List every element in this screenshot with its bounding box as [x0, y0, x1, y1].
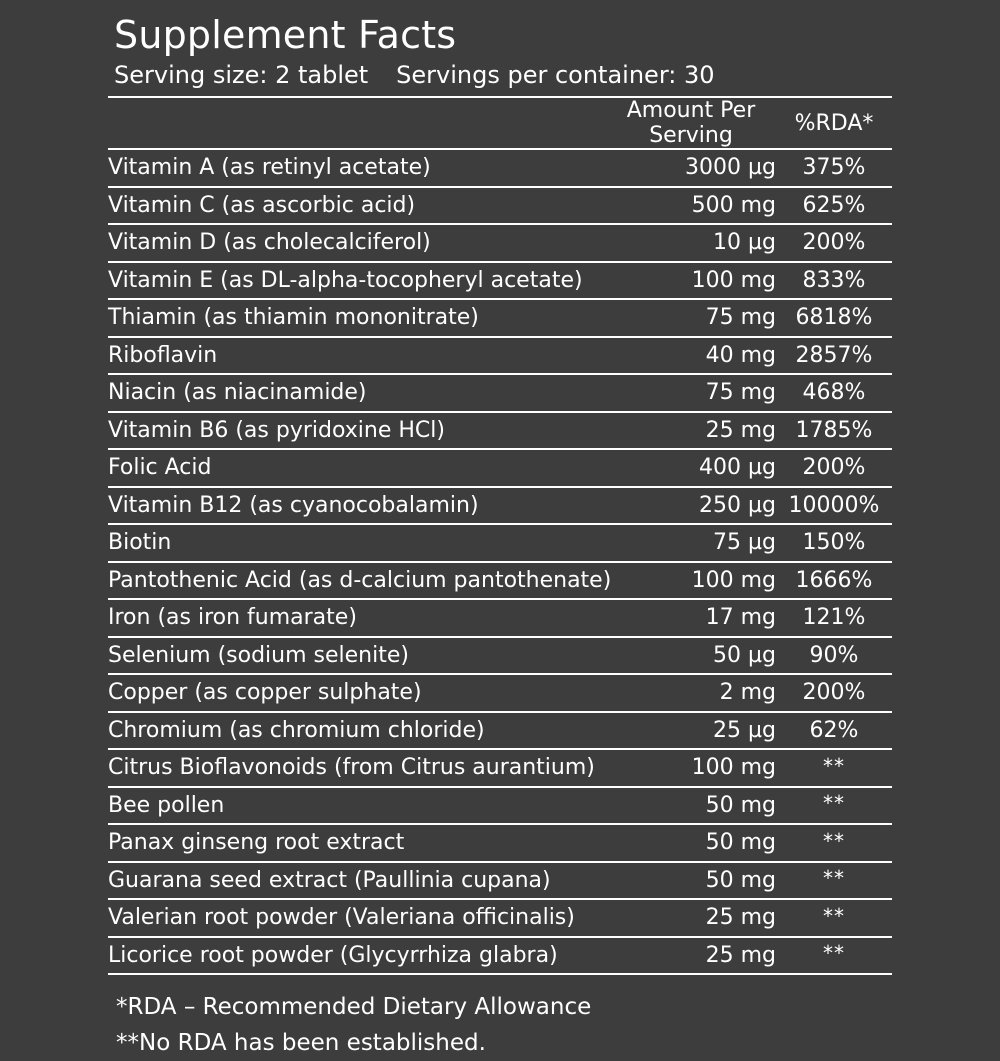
- table-row: [108, 299, 892, 337]
- table-row: [108, 712, 892, 750]
- nutrient-amount: 25 mg: [606, 937, 776, 975]
- nutrient-name: Vitamin B12 (as cyanocobalamin): [108, 487, 606, 525]
- table-row: [108, 449, 892, 487]
- footnote-rda: *RDA – Recommended Dietary Allowance: [116, 994, 592, 1020]
- table-row: [108, 524, 892, 562]
- nutrient-rda: 200%: [776, 674, 892, 712]
- nutrient-rda: 121%: [776, 599, 892, 637]
- nutrient-rda: 833%: [776, 262, 892, 300]
- nutrient-rda: **: [776, 860, 892, 898]
- footnote-no-rda: **No RDA has been established.: [116, 1030, 486, 1056]
- nutrient-amount: 75 mg: [606, 374, 776, 412]
- nutrient-rda: 625%: [776, 187, 892, 225]
- table-row: [108, 674, 892, 712]
- nutrient-rda: 90%: [776, 637, 892, 675]
- nutrient-name: Citrus Bioflavonoids (from Citrus aurantium): [108, 749, 606, 787]
- nutrient-name: Vitamin D (as cholecalciferol): [108, 224, 606, 262]
- nutrient-name: Guarana seed extract (Paullinia cupana): [108, 862, 606, 900]
- nutrient-amount: 10 µg: [606, 224, 776, 262]
- table-row: [108, 149, 892, 187]
- nutrient-rda: 200%: [776, 224, 892, 262]
- nutrient-name: Vitamin E (as DL-alpha-tocopheryl acetate): [108, 262, 606, 300]
- nutrient-amount: 50 µg: [606, 637, 776, 675]
- table-row: [108, 187, 892, 225]
- nutrient-amount: 50 mg: [606, 824, 776, 862]
- nutrient-rda: 6818%: [776, 299, 892, 337]
- nutrient-amount: 25 mg: [606, 899, 776, 937]
- serving-size-label: Serving size: 2 tablet: [114, 61, 369, 89]
- serving-info: [114, 60, 892, 90]
- nutrient-amount: 100 mg: [606, 749, 776, 787]
- supplement-facts-table: [108, 96, 892, 975]
- nutrient-rda: 1785%: [776, 412, 892, 450]
- table-row: [108, 824, 892, 862]
- nutrient-name: Pantothenic Acid (as d-calcium pantothenate): [108, 562, 606, 600]
- table-row: [108, 224, 892, 262]
- nutrient-rda: 1666%: [776, 562, 892, 600]
- nutrient-amount: 25 µg: [606, 712, 776, 750]
- nutrient-name: Licorice root powder (Glycyrrhiza glabra): [108, 937, 606, 975]
- nutrient-amount: 50 mg: [606, 787, 776, 825]
- nutrient-name: Copper (as copper sulphate): [108, 674, 606, 712]
- nutrient-amount: 75 µg: [606, 524, 776, 562]
- nutrient-amount: 75 mg: [606, 299, 776, 337]
- nutrient-amount: 2 mg: [606, 674, 776, 712]
- nutrient-rda: 200%: [776, 449, 892, 487]
- column-header-rda: %RDA*: [776, 97, 892, 149]
- nutrient-rda: 150%: [776, 524, 892, 562]
- nutrient-name: Panax ginseng root extract: [108, 824, 606, 862]
- nutrient-name: Vitamin C (as ascorbic acid): [108, 187, 606, 225]
- table-row: [108, 487, 892, 525]
- table-row: [108, 337, 892, 375]
- nutrient-amount: 100 mg: [606, 562, 776, 600]
- nutrient-amount: 400 µg: [606, 449, 776, 487]
- table-row: [108, 637, 892, 675]
- table-row: [108, 599, 892, 637]
- table-row: [108, 412, 892, 450]
- nutrient-rda: **: [776, 785, 892, 823]
- table-header-row: [108, 97, 892, 149]
- table-row: [108, 862, 892, 900]
- nutrient-amount: 25 mg: [606, 412, 776, 450]
- column-header-name: [108, 97, 606, 149]
- nutrient-amount: 50 mg: [606, 862, 776, 900]
- nutrient-rda: 468%: [776, 374, 892, 412]
- nutrient-rda: 10000%: [776, 487, 892, 525]
- nutrient-name: Riboflavin: [108, 337, 606, 375]
- nutrient-rda: 2857%: [776, 337, 892, 375]
- nutrient-name: Vitamin A (as retinyl acetate): [108, 149, 606, 187]
- nutrient-name: Selenium (sodium selenite): [108, 637, 606, 675]
- nutrient-rda: **: [776, 822, 892, 860]
- nutrient-name: Bee pollen: [108, 787, 606, 825]
- nutrient-rda: **: [776, 935, 892, 973]
- column-header-amount: Amount Per Serving: [606, 97, 776, 149]
- table-row: [108, 262, 892, 300]
- nutrient-rda: **: [776, 897, 892, 935]
- nutrient-name: Niacin (as niacinamide): [108, 374, 606, 412]
- nutrient-name: Folic Acid: [108, 449, 606, 487]
- nutrient-amount: 100 mg: [606, 262, 776, 300]
- table-row: [108, 749, 892, 787]
- nutrient-rda: 62%: [776, 712, 892, 750]
- page-title: Supplement Facts: [114, 13, 457, 57]
- nutrient-rda: 375%: [776, 149, 892, 187]
- table-row: [108, 899, 892, 937]
- table-row: [108, 937, 892, 975]
- table-row: [108, 562, 892, 600]
- nutrient-amount: 40 mg: [606, 337, 776, 375]
- nutrient-name: Biotin: [108, 524, 606, 562]
- table-row: [108, 374, 892, 412]
- nutrient-amount: 3000 µg: [606, 149, 776, 187]
- nutrient-rda: **: [776, 747, 892, 785]
- nutrient-name: Valerian root powder (Valeriana officinalis): [108, 899, 606, 937]
- nutrient-name: Vitamin B6 (as pyridoxine HCl): [108, 412, 606, 450]
- nutrient-amount: 250 µg: [606, 487, 776, 525]
- nutrient-name: Thiamin (as thiamin mononitrate): [108, 299, 606, 337]
- nutrient-amount: 17 mg: [606, 599, 776, 637]
- nutrient-name: Chromium (as chromium chloride): [108, 712, 606, 750]
- table-body: [108, 149, 892, 974]
- nutrient-name: Iron (as iron fumarate): [108, 599, 606, 637]
- nutrient-amount: 500 mg: [606, 187, 776, 225]
- servings-per-container-label: Servings per container: 30: [396, 61, 715, 89]
- table-row: [108, 787, 892, 825]
- table-header: [108, 97, 892, 149]
